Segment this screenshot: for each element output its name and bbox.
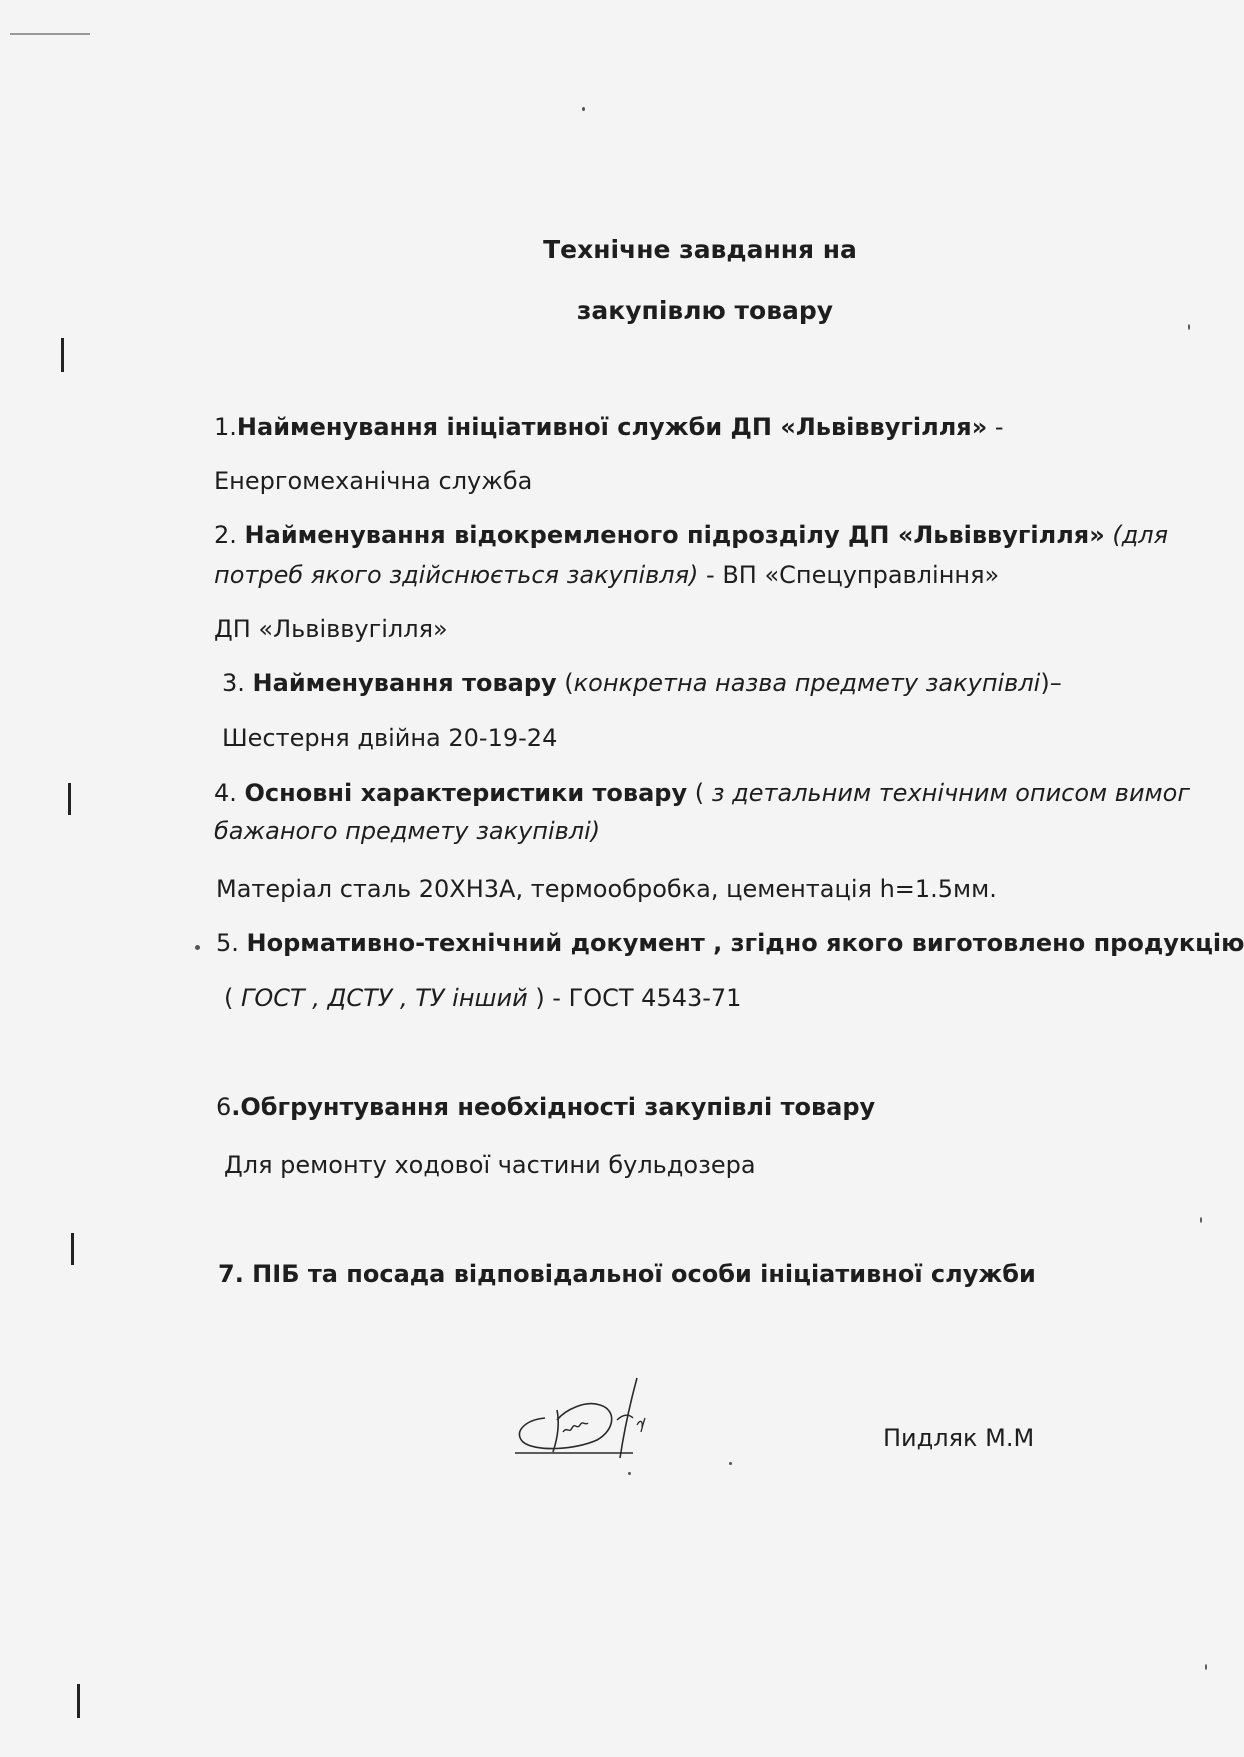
scan-speck — [628, 1472, 631, 1475]
section-2-italic-1: (для — [1104, 521, 1169, 549]
section-1-bold: Найменування ініціативної служби ДП «Львіввугілля» — [236, 413, 988, 441]
section-4-italic-2: бажаного предмету закупівлі) — [214, 817, 601, 845]
section-4-value: Матеріал сталь 20ХН3А, термообробка, цементація h=1.5мм. — [216, 875, 997, 903]
section-4-italic-1: з детальним технічним описом вимог — [711, 779, 1190, 807]
section-2-italic-2: потреб якого здійснюється закупівля) — [214, 561, 699, 589]
section-1-number: 1. — [214, 413, 237, 441]
signer-name: Пидляк М.М — [883, 1424, 1035, 1452]
document-title-line1: Технічне завдання на — [543, 235, 857, 264]
section-1-value: Енергомеханічна служба — [214, 467, 533, 495]
section-2-bold: Найменування відокремленого підрозділу ДП «Львіввугілля» — [244, 521, 1105, 549]
section-4-open: ( — [687, 779, 712, 807]
section-5-heading — [216, 928, 1244, 958]
section-1-tail: - — [987, 413, 1004, 441]
scan-speck — [1188, 324, 1190, 330]
section-3-value: Шестерня двійна 20-19-24 — [222, 724, 558, 752]
scan-speck — [582, 107, 585, 111]
section-2-number: 2. — [214, 521, 245, 549]
section-3-bold: Найменування товару — [252, 669, 557, 697]
section-4-bold: Основні характеристики товару — [244, 779, 688, 807]
scan-speck — [729, 1462, 732, 1465]
section-2-value: ДП «Львіввугілля» — [214, 615, 448, 643]
document-title-line2: закупівлю товару — [576, 296, 834, 325]
section-3-tail: )– — [1040, 669, 1062, 697]
section-6-bold: .Обгрунтування необхідності закупівлі товару — [231, 1093, 876, 1121]
section-5-italic: ГОСТ , ДСТУ , ТУ інший — [241, 984, 528, 1012]
section-2-line2 — [214, 560, 999, 590]
section-3-heading — [222, 668, 1062, 698]
section-4-heading — [214, 778, 1190, 808]
section-3-open: ( — [556, 669, 574, 697]
binding-mark — [71, 1233, 74, 1265]
scan-speck — [1205, 1664, 1207, 1670]
section-5-line2 — [224, 983, 741, 1013]
scan-edge-mark — [10, 33, 90, 35]
section-5-open: ( — [224, 984, 241, 1012]
binding-mark — [68, 783, 71, 815]
section-2-heading — [214, 520, 1168, 550]
section-6-heading — [216, 1092, 875, 1122]
section-3-number: 3. — [222, 669, 253, 697]
section-6-number: 6 — [216, 1093, 232, 1121]
binding-mark — [61, 338, 64, 372]
section-6-value: Для ремонту ходової частини бульдозера — [224, 1151, 756, 1179]
scan-speck — [1200, 1217, 1202, 1223]
section-4-number: 4. — [214, 779, 245, 807]
section-3-italic: конкретна назва предмету закупівлі — [573, 669, 1041, 697]
signature-icon — [505, 1370, 705, 1480]
binding-mark — [77, 1684, 80, 1718]
section-2-tail: - ВП «Спецуправління» — [698, 561, 1000, 589]
section-5-tail: ) - ГОСТ 4543-71 — [527, 984, 742, 1012]
section-5-number: 5. — [216, 929, 247, 957]
section-1-heading — [214, 412, 1004, 442]
section-5-bold: Нормативно-технічний документ , згідно якого виготовлено продукцію — [246, 929, 1244, 957]
section-7-heading: 7. ПІБ та посада відповідальної особи ініціативної служби — [218, 1260, 1036, 1288]
scan-speck — [195, 945, 200, 950]
